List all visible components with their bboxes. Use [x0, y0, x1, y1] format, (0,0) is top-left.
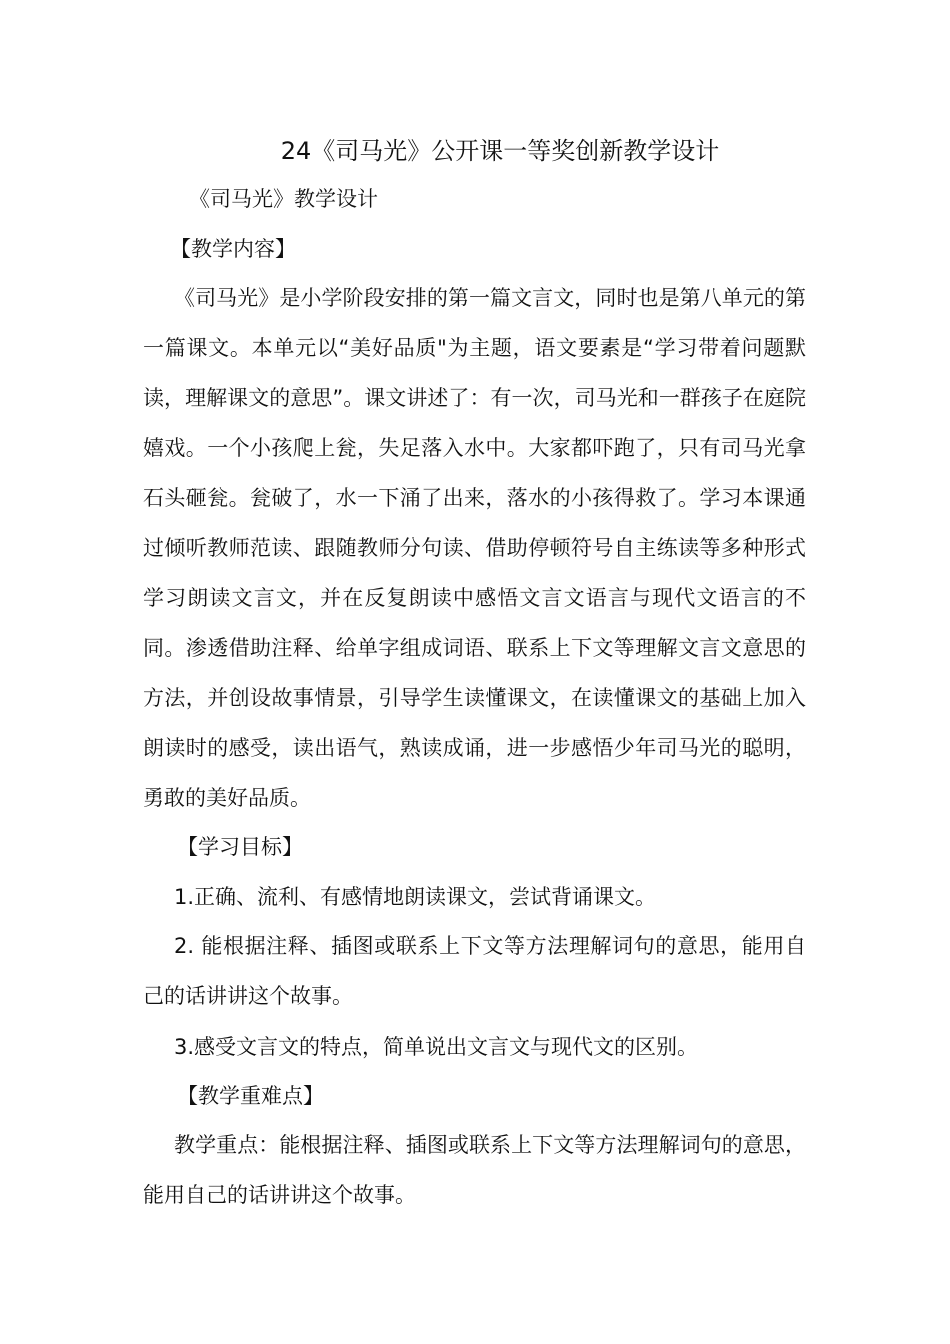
- goal-item: 2. 能根据注释、插图或联系上下文等方法理解词句的意思，能用自己的话讲讲这个故事。: [143, 934, 806, 1008]
- content-heading: 【教学内容】: [170, 237, 296, 261]
- goal-item: 1.正确、流利、有感情地朗读课文，尝试背诵课文。: [174, 885, 657, 909]
- goals-heading: 【学习目标】: [177, 835, 303, 859]
- key-points-heading: 【教学重难点】: [177, 1084, 324, 1108]
- content-paragraph: 《司马光》是小学阶段安排的第一篇文言文，同时也是第八单元的第一篇课文。本单元以“美好品质"为主题，语文要素是“学习带着问题默读，理解课文的意思”。课文讲述了：有一次，司马光和一群孩子在庭院嬉戏。一个小孩爬上瓮，失足落入水中。大家都吓跑了，只有司马光拿石头砸瓮。瓮破了，水一下涌了出来，落水的小孩得救了。学习本课通过倾听教师范读、跟随教师分句读、借助停顿符号自主练读等多种形式学习朗读文言文，并在反复朗读中感悟文言文语言与现代文语言的不同。渗透借助注释、给单字组成词语、联系上下文等理解文言文意思的方法，并创设故事情景，引导学生读懂课文，在读懂课文的基础上加入朗读时的感受，读出语气，熟读成诵，进一步感悟少年司马光的聪明，勇敢的美好品质。: [143, 286, 806, 810]
- key-point-paragraph: 教学重点：能根据注释、插图或联系上下文等方法理解词句的意思，能用自己的话讲讲这个故事。: [143, 1133, 806, 1207]
- document-subtitle: 《司马光》教学设计: [189, 187, 378, 211]
- goal-item: 3.感受文言文的特点，简单说出文言文与现代文的区别。: [174, 1035, 699, 1059]
- document-title: 24《司马光》公开课一等奖创新教学设计: [280, 137, 720, 165]
